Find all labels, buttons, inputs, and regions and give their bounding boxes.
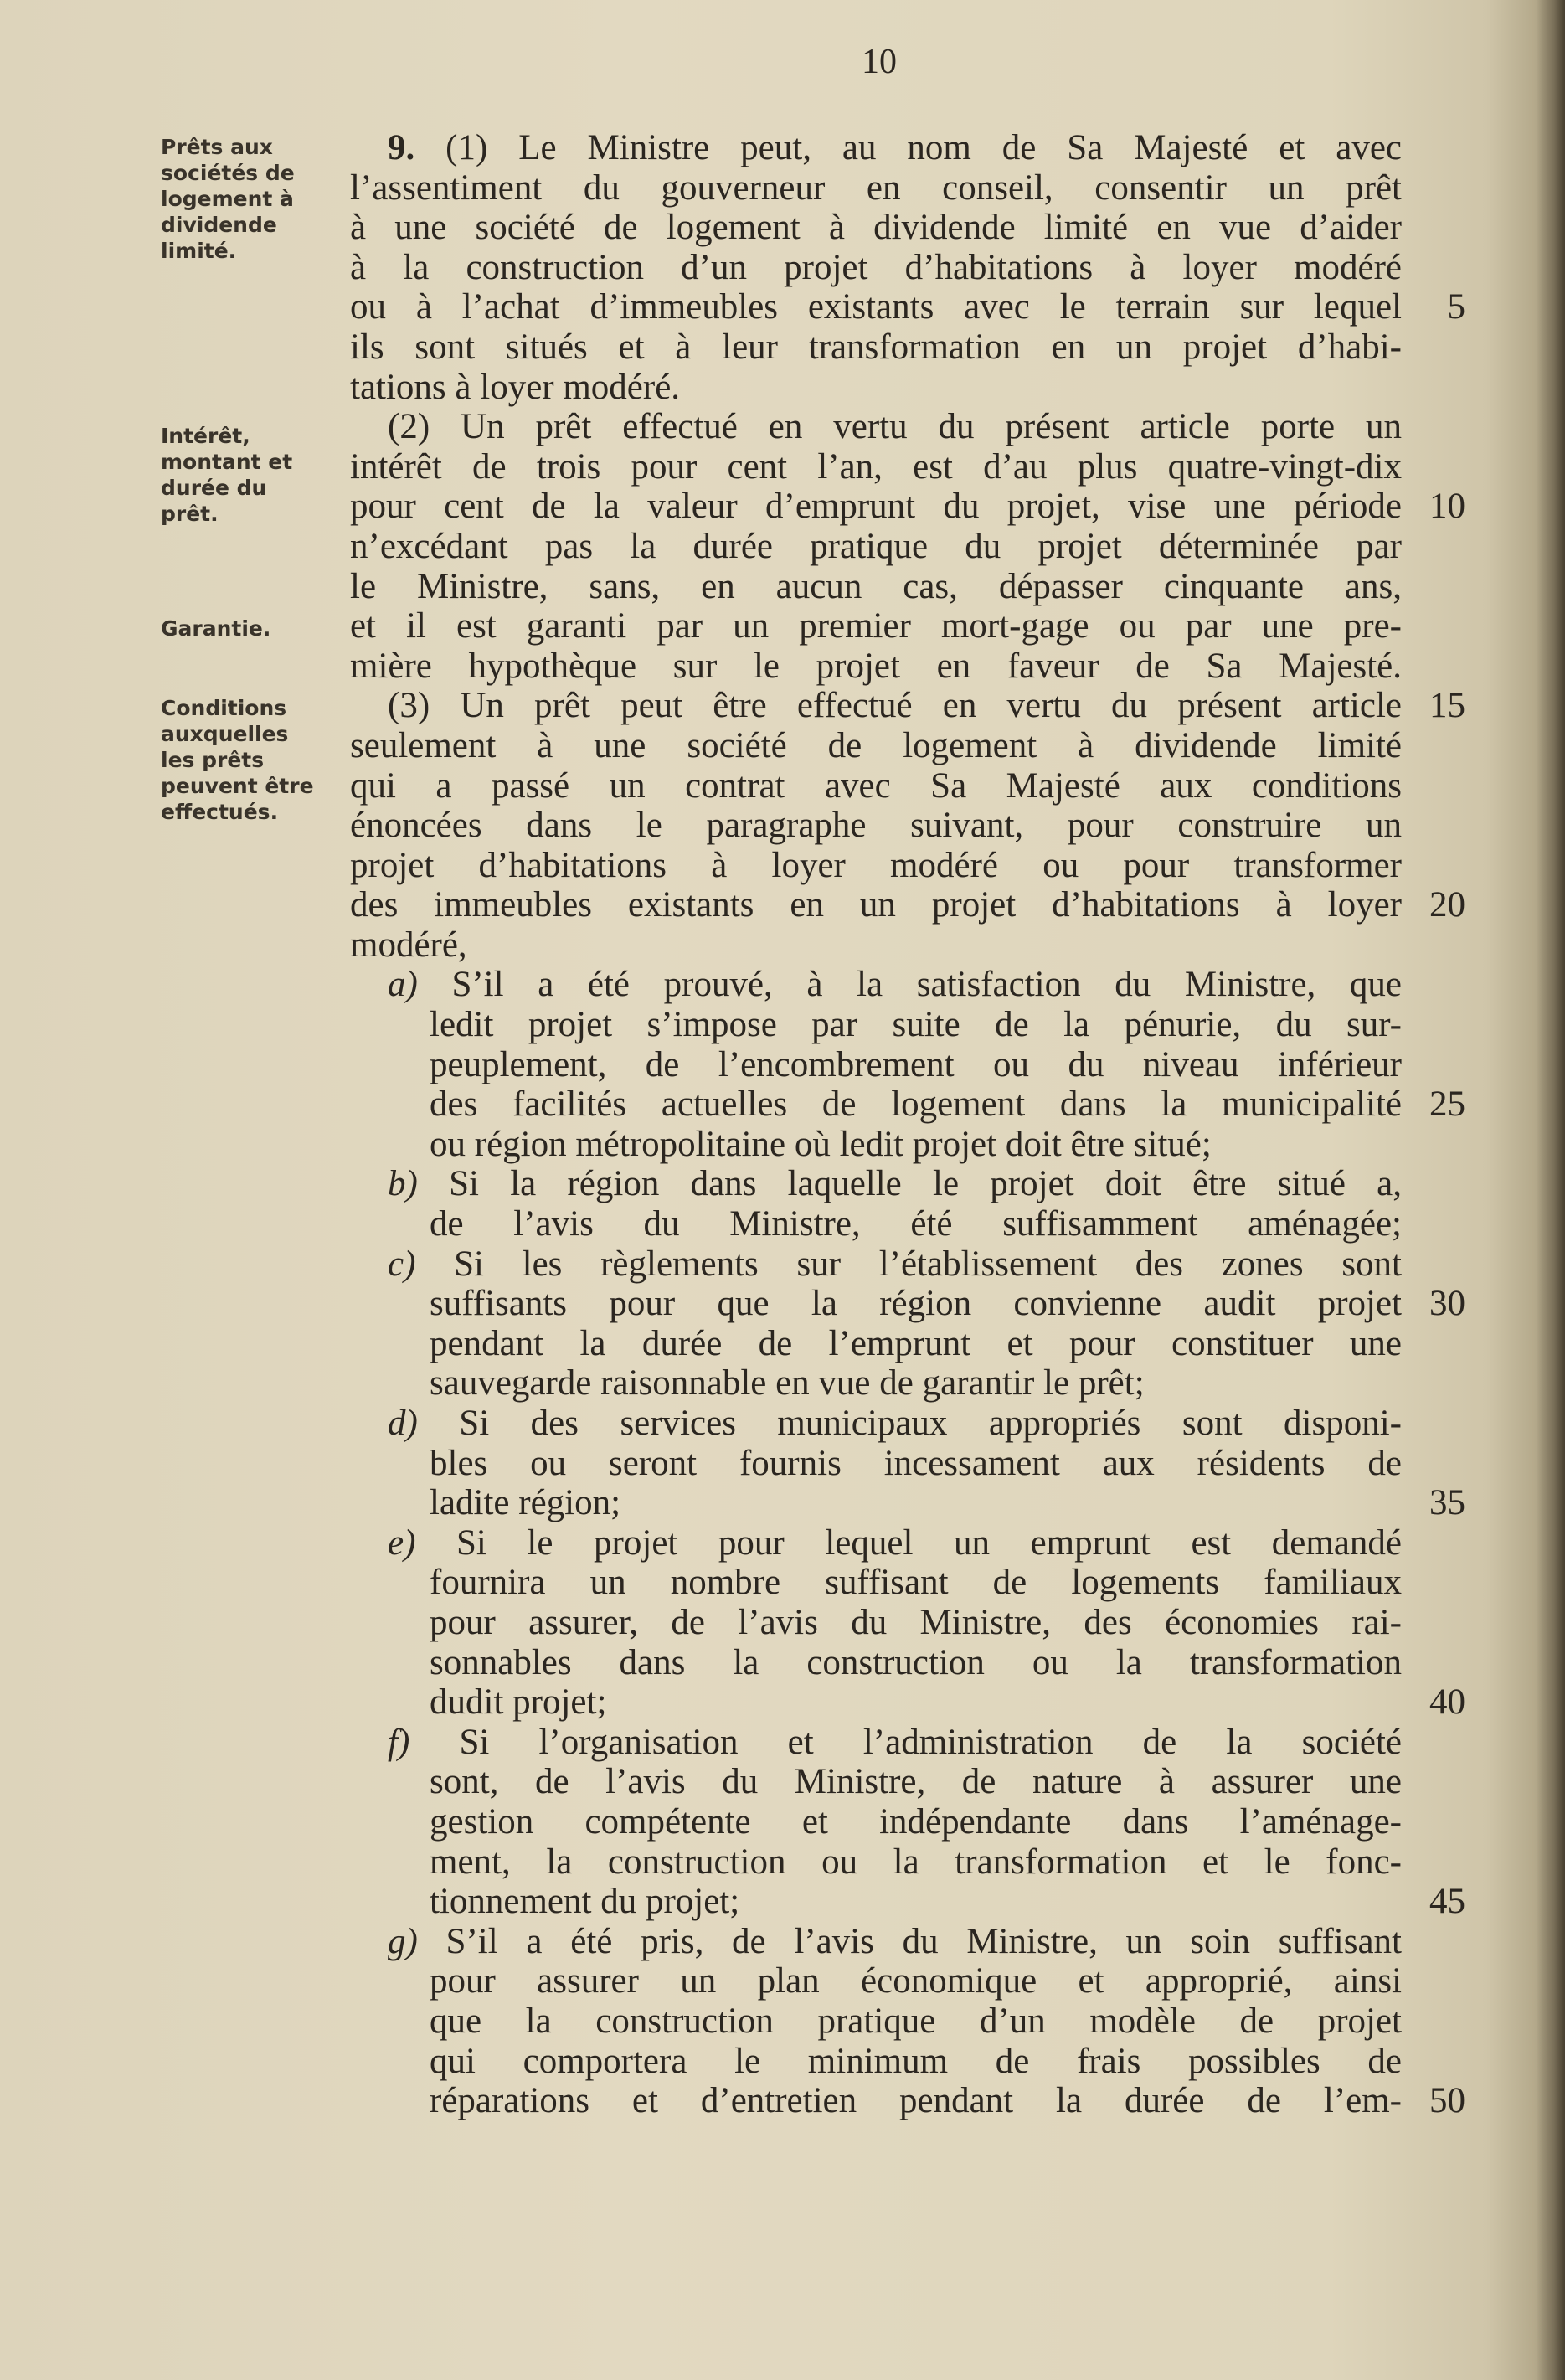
text-line: réparations et d’entretien pendant la durée de l’em-	[430, 2081, 1402, 2121]
text-line: gestion compétente et indépendante dans l’aménage-	[430, 1801, 1402, 1842]
line-number: 50	[1429, 2081, 1465, 2121]
item-label: d)	[388, 1404, 418, 1443]
text-line: projet d’habitations à loyer modéré ou pour transformer	[350, 845, 1402, 885]
line-number: 30	[1429, 1284, 1465, 1324]
text-line: pendant la durée de l’emprunt et pour constituer une	[430, 1323, 1402, 1363]
line-number: 20	[1429, 885, 1465, 925]
text-line: le Ministre, sans, en aucun cas, dépasser cinquante ans,	[350, 566, 1402, 606]
text-line: l’assentiment du gouverneur en conseil, consentir un prêt	[350, 167, 1402, 208]
text-line: ladite région;	[430, 1483, 621, 1523]
text-line: dudit projet;	[430, 1682, 607, 1723]
text-line: pour assurer un plan économique et approprié, ainsi	[430, 1961, 1402, 2001]
text-line: bles ou seront fournis incessament aux résidents de	[430, 1443, 1402, 1483]
text-line: tionnement du projet;	[430, 1882, 740, 1922]
text-line: seulement à une société de logement à dividende limité	[350, 725, 1402, 765]
text-line: qui a passé un contrat avec Sa Majesté aux conditions	[350, 765, 1402, 806]
line-number: 5	[1447, 287, 1465, 327]
page-number: 10	[862, 43, 897, 81]
line-number: 35	[1429, 1483, 1465, 1523]
line-number: 40	[1429, 1682, 1465, 1723]
text-line: des facilités actuelles de logement dans la municipalité	[430, 1084, 1402, 1125]
text-line: pour assurer, de l’avis du Ministre, des économies rai-	[430, 1602, 1402, 1642]
text-line: peuplement, de l’encombrement ou du niveau inférieur	[430, 1044, 1402, 1084]
line-number: 10	[1429, 487, 1465, 527]
margin-note-conditions: Conditions auxquelles les prêts peuvent être effectués.	[161, 696, 314, 824]
section-number: 9.	[388, 128, 415, 167]
text-line: fournira un nombre suffisant de logements familiaux	[430, 1563, 1402, 1603]
text-line: 9. (1) Le Ministre peut, au nom de Sa Majesté et avec	[388, 128, 1402, 167]
item-label: c)	[388, 1244, 416, 1284]
list-item-e: e) Si le projet pour lequel un emprunt est demandé	[388, 1522, 1402, 1563]
binding-edge	[1537, 0, 1565, 2380]
text-line: à une société de logement à dividende limité en vue d’aider	[350, 208, 1402, 248]
margin-note-garantie: Garantie.	[161, 616, 271, 641]
text-line: et il est garanti par un premier mort-gage ou par une pre-	[350, 606, 1402, 647]
text-line: suffisants pour que la région convienne audit projet	[430, 1284, 1402, 1324]
margin-note-prets: Prêts aux sociétés de logement à dividende limité.	[161, 135, 295, 263]
text-line: tations à loyer modéré.	[350, 367, 681, 407]
text-line: des immeubles existants en un projet d’habitations à loyer	[350, 885, 1402, 925]
text-line: ou région métropolitaine où ledit projet doit être situé;	[430, 1124, 1212, 1164]
margin-note-interet: Intérêt, montant et durée du prêt.	[161, 424, 293, 526]
body-text	[350, 128, 1402, 2121]
text-line: ment, la construction ou la transformation et le fonc-	[430, 1842, 1402, 1882]
text-line: que la construction pratique d’un modèle de projet	[430, 2001, 1402, 2041]
text-line: mière hypothèque sur le projet en faveur de Sa Majesté.	[350, 646, 1402, 686]
text-line: qui comportera le minimum de frais possibles de	[430, 2041, 1402, 2081]
text-line: modéré,	[350, 925, 467, 965]
text-line: ils sont situés et à leur transformation en un projet d’habi-	[350, 327, 1402, 367]
text-line: intérêt de trois pour cent l’an, est d’au plus quatre-vingt-dix	[350, 446, 1402, 487]
text-line: sont, de l’avis du Ministre, de nature à assurer une	[430, 1762, 1402, 1802]
list-item-c: c) Si les règlements sur l’établissement des zones sont	[388, 1244, 1402, 1284]
line-number: 15	[1429, 686, 1465, 726]
text-line: sonnables dans la construction ou la transformation	[430, 1642, 1402, 1682]
text-line: (2) Un prêt effectué en vertu du présent article porte un	[388, 407, 1402, 447]
text-line: pour cent de la valeur d’emprunt du projet, vise une période	[350, 487, 1402, 527]
text-line: de l’avis du Ministre, été suffisamment aménagée;	[430, 1204, 1402, 1244]
text-line: à la construction d’un projet d’habitations à loyer modéré	[350, 247, 1402, 287]
text-line: n’excédant pas la durée pratique du projet déterminée par	[350, 526, 1402, 566]
item-label: f)	[388, 1722, 410, 1762]
list-item-f: f) Si l’organisation et l’administration de la société	[388, 1722, 1402, 1762]
text-line: (3) Un prêt peut être effectué en vertu du présent article	[388, 686, 1402, 726]
line-number: 25	[1429, 1084, 1465, 1125]
text-line: ou à l’achat d’immeubles existants avec le terrain sur lequel	[350, 287, 1402, 327]
item-label: a)	[388, 965, 418, 1005]
list-item-b: b) Si la région dans laquelle le projet doit être situé a,	[388, 1164, 1402, 1204]
text-line: ledit projet s’impose par suite de la pénurie, du sur-	[430, 1005, 1402, 1045]
item-label: b)	[388, 1164, 418, 1204]
list-item-g: g) S’il a été pris, de l’avis du Ministre, un soin suffisant	[388, 1921, 1402, 1961]
list-item-a: a) S’il a été prouvé, à la satisfaction du Ministre, que	[388, 965, 1402, 1005]
text-line: énoncées dans le paragraphe suivant, pour construire un	[350, 806, 1402, 846]
line-number: 45	[1429, 1882, 1465, 1922]
item-label: e)	[388, 1522, 416, 1563]
item-label: g)	[388, 1921, 418, 1961]
text-line: sauvegarde raisonnable en vue de garantir le prêt;	[430, 1363, 1145, 1404]
list-item-d: d) Si des services municipaux appropriés sont disponi-	[388, 1404, 1402, 1443]
